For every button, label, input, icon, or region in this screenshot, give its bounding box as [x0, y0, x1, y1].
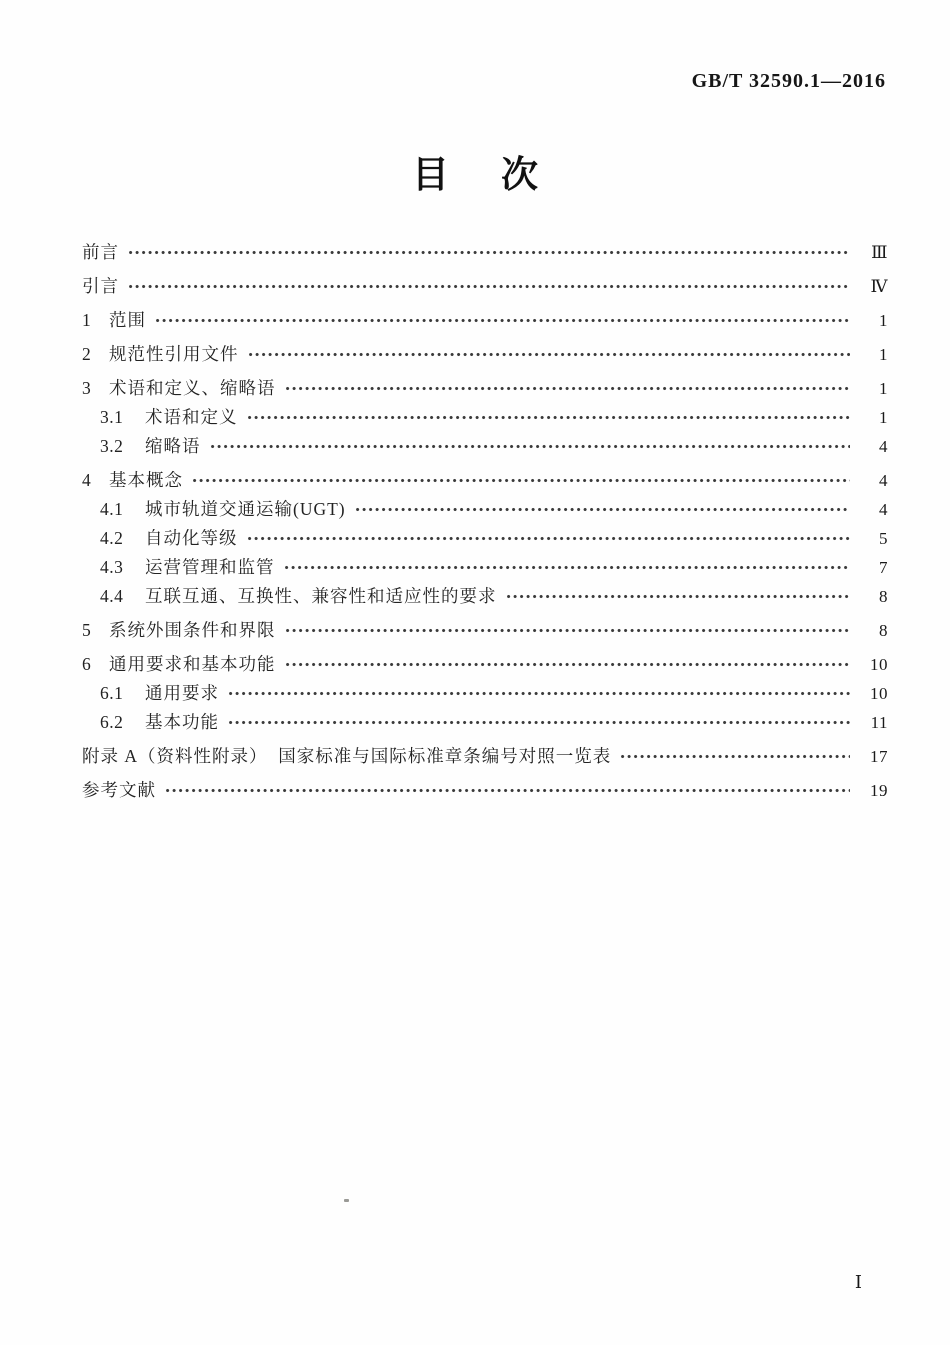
toc-entry-label: 基本概念	[109, 470, 183, 490]
toc-entry-label: 参考文献	[82, 780, 156, 800]
dot-leader	[193, 477, 850, 484]
toc-entry	[82, 468, 888, 493]
toc-page-number: 1	[879, 408, 888, 427]
toc-entry-label: 范围	[109, 310, 146, 330]
toc-entry	[82, 710, 888, 735]
toc-entry-label: 通用要求	[145, 683, 219, 703]
toc-page-number: 10	[870, 684, 888, 703]
toc-entry	[82, 274, 888, 299]
toc-page-number: 1	[879, 311, 888, 330]
toc-entry	[82, 584, 888, 609]
toc-page-number: 4	[879, 500, 888, 519]
toc-entry-number: 1	[82, 310, 92, 330]
toc-entry	[82, 618, 888, 643]
dot-leader	[229, 719, 850, 726]
dot-leader	[356, 506, 850, 513]
toc-page-number: 5	[879, 529, 888, 548]
toc-entry	[82, 376, 888, 401]
toc-entry-label: 术语和定义、缩略语	[109, 378, 276, 398]
footer-page-number: Ⅰ	[854, 1272, 862, 1292]
toc-entry	[82, 240, 888, 265]
dot-leader	[211, 443, 851, 450]
toc-entry-number: 2	[82, 344, 92, 364]
toc-entry-label: 前言	[82, 242, 119, 262]
toc-page-number: 1	[879, 379, 888, 398]
dot-leader	[129, 249, 850, 256]
toc-entry-label: 基本功能	[145, 712, 219, 732]
dot-leader	[507, 593, 851, 600]
toc-entry-number: 3	[82, 378, 92, 398]
toc-page-number: 1	[879, 345, 888, 364]
dot-leader	[249, 351, 851, 358]
toc-entry	[82, 308, 888, 333]
dot-leader	[156, 317, 850, 324]
dot-leader	[285, 564, 851, 571]
toc-entry	[82, 526, 888, 551]
toc-entry-label: 通用要求和基本功能	[109, 654, 276, 674]
dot-leader	[621, 753, 850, 760]
toc-entry-number: 3.1	[100, 407, 124, 427]
toc-entry-label: 术语和定义	[145, 407, 238, 427]
toc-entry-number: 4	[82, 470, 92, 490]
toc-entry-number: 6.1	[100, 683, 124, 703]
page-title: 目次	[412, 155, 590, 196]
toc-page-number: Ⅲ	[871, 243, 888, 262]
toc-entry	[82, 652, 888, 677]
toc-page-number: 4	[879, 437, 888, 456]
toc-page-number: 8	[879, 621, 888, 640]
dot-leader	[286, 385, 851, 392]
toc-page-number: 17	[870, 747, 888, 766]
toc-page-number: 7	[879, 558, 888, 577]
dot-leader	[166, 787, 850, 794]
toc-entry-number: 4.1	[100, 499, 124, 519]
dot-leader	[248, 535, 851, 542]
scan-speck	[344, 1199, 349, 1202]
dot-leader	[248, 414, 851, 421]
toc-entry	[82, 342, 888, 367]
dot-leader	[129, 283, 850, 290]
toc-entry-number: 3.2	[100, 436, 124, 456]
toc-entry-number: 4.3	[100, 557, 124, 577]
toc-entry-label: 自动化等级	[145, 528, 238, 548]
toc-page-number: 4	[879, 471, 888, 490]
dot-leader	[286, 627, 851, 634]
toc-entry-label: 互联互通、互换性、兼容性和适应性的要求	[145, 586, 497, 606]
dot-leader	[229, 690, 850, 697]
toc-entry-label: 规范性引用文件	[109, 344, 239, 364]
toc-list	[82, 240, 888, 803]
toc-entry	[82, 434, 888, 459]
standard-number: GB/T 32590.1—2016	[691, 70, 886, 92]
toc-entry-number: 4.2	[100, 528, 124, 548]
toc-entry-label: 附录 A（资料性附录） 国家标准与国际标准章条编号对照一览表	[82, 746, 612, 766]
toc-entry	[82, 555, 888, 580]
toc-page-number: 8	[879, 587, 888, 606]
dot-leader	[286, 661, 851, 668]
toc-entry	[82, 405, 888, 430]
toc-entry	[82, 744, 888, 769]
toc-page-number: 11	[870, 713, 888, 732]
toc-entry-label: 城市轨道交通运输(UGT)	[145, 499, 346, 519]
toc-entry	[82, 497, 888, 522]
toc-entry-number: 6.2	[100, 712, 124, 732]
toc-entry-label: 系统外围条件和界限	[109, 620, 276, 640]
toc-entry	[82, 681, 888, 706]
toc-page-number: 10	[870, 655, 888, 674]
toc-entry-number: 6	[82, 654, 92, 674]
toc-entry-label: 引言	[82, 276, 119, 296]
toc-entry-label: 运营管理和监管	[145, 557, 275, 577]
toc-entry-label: 缩略语	[145, 436, 201, 456]
toc-entry	[82, 778, 888, 803]
toc-page-number: 19	[870, 781, 888, 800]
toc-entry-number: 5	[82, 620, 92, 640]
toc-page-number: Ⅳ	[870, 277, 888, 296]
toc-entry-number: 4.4	[100, 586, 124, 606]
